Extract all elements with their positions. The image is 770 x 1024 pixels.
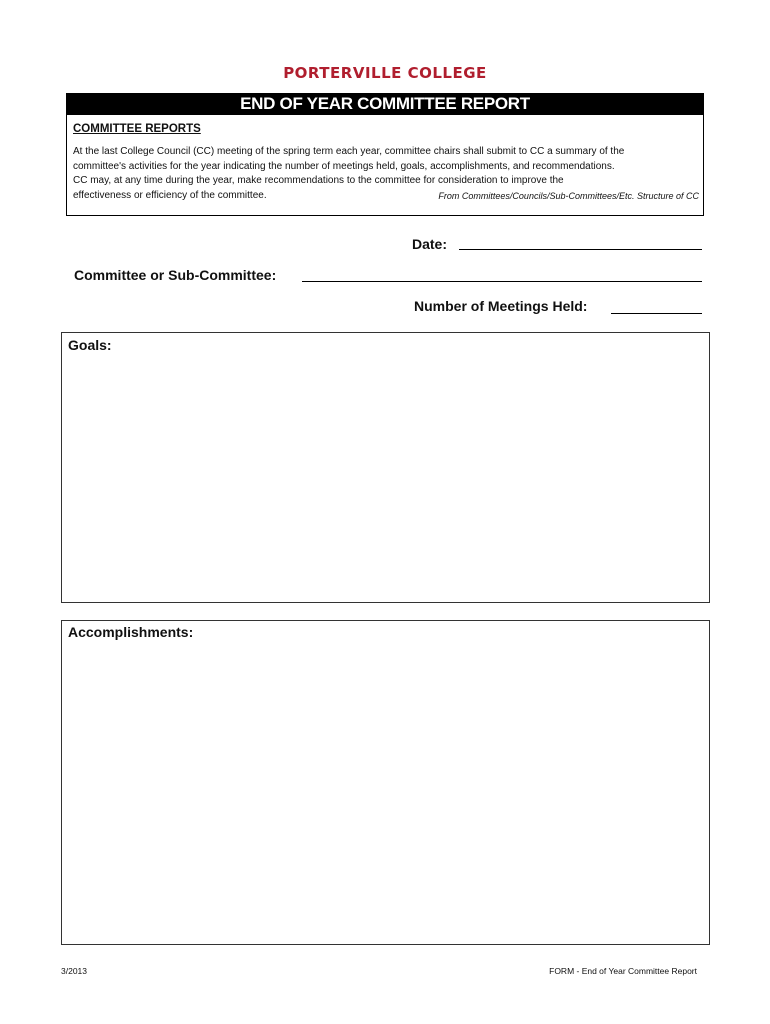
source-citation: From Committees/Councils/Sub-Committees/Etc. Structure of CC (438, 191, 699, 201)
committee-label: Committee or Sub-Committee: (74, 267, 277, 283)
info-heading: COMMITTEE REPORTS (73, 123, 201, 135)
info-line: At the last College Council (CC) meeting of the spring term each year, committee chairs shall submit to CC a summary of the (73, 146, 625, 157)
committee-reports-info (66, 115, 704, 216)
info-line: effectiveness or efficiency of the committee. (73, 189, 267, 201)
goals-label: Goals: (68, 337, 112, 353)
committee-field[interactable] (302, 265, 702, 282)
footer-date: 3/2013 (61, 966, 87, 976)
accomplishments-box[interactable] (61, 620, 710, 945)
meetings-field[interactable] (611, 297, 702, 314)
college-name: PORTERVILLE COLLEGE (283, 64, 487, 82)
goals-box[interactable] (61, 332, 710, 603)
info-line: committee's activities for the year indicating the number of meetings held, goals, accomplishments, and recommendations. (73, 160, 615, 172)
date-field[interactable] (459, 233, 702, 250)
accomplishments-label: Accomplishments: (68, 624, 194, 640)
info-line: CC may, at any time during the year, make recommendations to the committee for consideration to improve the (73, 175, 564, 186)
report-title: END OF YEAR COMMITTEE REPORT (66, 93, 704, 115)
footer-form-name: FORM - End of Year Committee Report (549, 966, 697, 976)
meetings-label: Number of Meetings Held: (414, 298, 588, 314)
date-label: Date: (412, 236, 448, 252)
